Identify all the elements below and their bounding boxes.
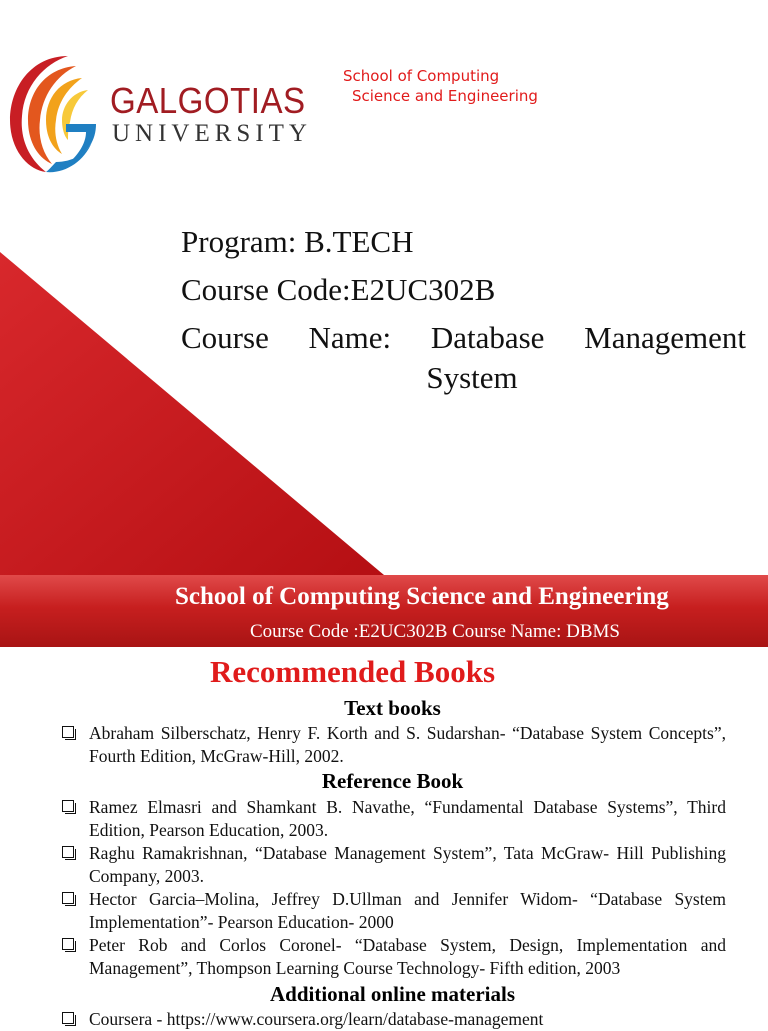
course-name-word: Course [181,320,269,355]
school-title-line1: School of Computing [343,67,500,85]
course-name-word: Management [584,320,746,355]
school-title [343,66,538,106]
checkbox-bullet-icon [62,726,74,738]
galgotias-emblem-icon [6,50,106,175]
checkbox-bullet-icon [62,892,74,904]
book-entry: Raghu Ramakrishnan, “Database Management System”, Tata McGraw- Hill Publishing Company, 2003. [89,843,726,886]
online-entry: Coursera - https://www.coursera.org/learn/database-management [89,1009,544,1029]
course-info [181,222,746,398]
checkbox-bullet-icon [62,846,74,858]
recommended-books-heading: Recommended Books [209,654,496,689]
university-logo [6,50,312,175]
book-entry: Hector Garcia–Molina, Jeffrey D.Ullman and Jennifer Widom- “Database System Implementation”- Pearson Education- 2000 [89,889,726,932]
list-item [62,796,726,842]
list-item [62,1008,726,1031]
book-entry: Abraham Silberschatz, Henry F. Korth and S. Sudarshan- “Database System Concepts”, Fourth Edition, McGraw-Hill, 2002. [89,723,726,766]
course-name-line [181,318,746,358]
books-slide [0,647,768,1029]
list-item [62,842,726,888]
list-item [62,722,726,768]
book-entry: Peter Rob and Corlos Coronel- “Database System, Design, Implementation and Management”, Thompson Learning Course Technology- Fifth edition, 2003 [89,935,726,978]
program-text: Program: B.TECH [181,224,414,259]
logo-subtext: UNIVERSITY [112,120,312,147]
banner-title: School of Computing Science and Engineering [175,583,669,610]
list-item [62,934,726,980]
book-entry: Ramez Elmasri and Shamkant B. Navathe, “Fundamental Database Systems”, Third Edition, Pearson Education, 2003. [89,797,726,840]
course-code-text: Course Code:E2UC302B [181,272,496,307]
text-books-heading: Text books [344,696,441,720]
logo-wordmark: GALGOTIAS [110,80,306,121]
checkbox-bullet-icon [62,1012,74,1024]
checkbox-bullet-icon [62,938,74,950]
list-item [62,888,726,934]
banner-subtitle: Course Code :E2UC302B Course Name: DBMS [250,621,620,642]
school-title-line2: Science and Engineering [352,87,538,105]
reference-book-heading: Reference Book [321,769,464,793]
online-materials-heading: Additional online materials [269,982,516,1006]
course-name-continuation: System [426,360,518,395]
school-banner [0,575,768,647]
checkbox-bullet-icon [62,800,74,812]
course-name-word: Database [430,320,545,355]
course-name-word: Name: [308,320,392,355]
